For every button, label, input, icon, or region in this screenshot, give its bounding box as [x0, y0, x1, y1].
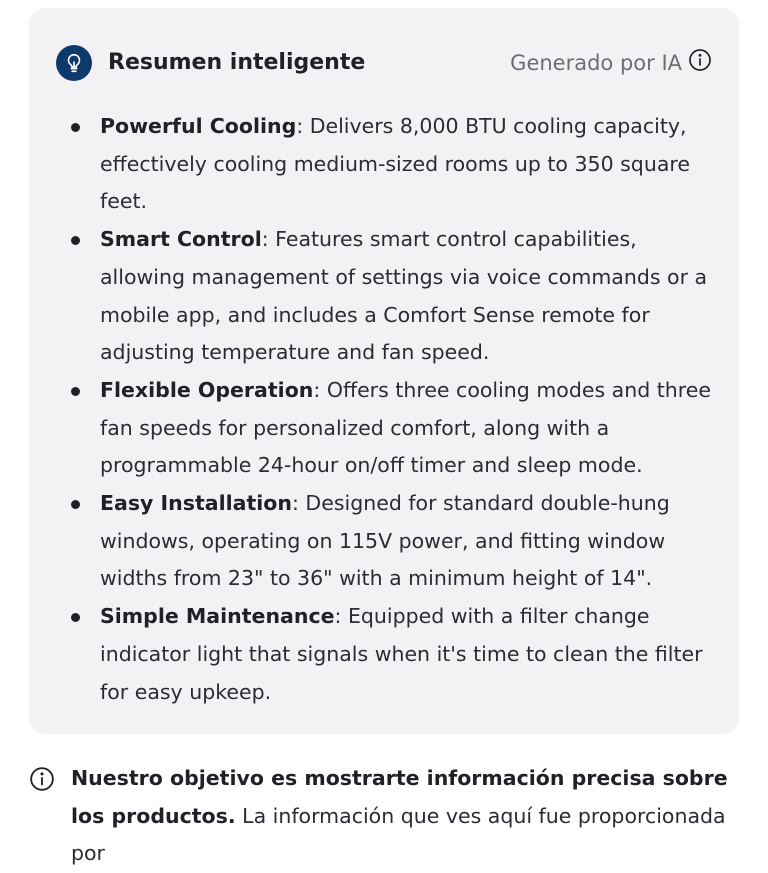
list-item — [29, 598, 739, 711]
summary-title: Resumen inteligente — [108, 50, 366, 75]
lightbulb-icon — [56, 45, 92, 81]
info-icon[interactable] — [29, 766, 55, 792]
bullet-term: Easy Installation — [100, 491, 292, 516]
disclaimer-strong: Nuestro objetivo es mostrarte información precisa sobre los productos. — [71, 766, 728, 828]
bullet-term: Smart Control — [100, 227, 262, 252]
bullet-text: : Delivers 8,000 BTU cooling capacity, effectively cooling medium-sized rooms up to 350 square feet. — [100, 114, 690, 214]
list-item — [29, 485, 739, 598]
bullet-text: : Designed for standard double-hung windows, operating on 115V power, and fitting window widths from 23" to 36" with a minimum height of 14". — [100, 491, 670, 591]
summary-header — [56, 45, 712, 83]
info-icon[interactable] — [688, 48, 712, 72]
bullet-text: : Equipped with a filter change indicator light that signals when it's time to clean the filter for easy upkeep. — [100, 604, 703, 704]
bullet-term: Flexible Operation — [100, 377, 314, 402]
bullet-term: Powerful Cooling — [100, 114, 297, 138]
list-item — [29, 108, 739, 221]
summary-bullet-list — [29, 108, 739, 711]
disclaimer-text — [71, 760, 731, 873]
bullet-term: Simple Maintenance — [100, 604, 335, 629]
disclaimer-body: La información que ves aquí fue proporcionada por — [71, 803, 726, 865]
list-item — [29, 221, 739, 372]
bullet-text: : Features smart control capabilities, allowing management of settings via voice commands or a mobile app, and includes a Comfort Sense remote for adjusting temperature and fan speed. — [100, 227, 708, 365]
smart-summary-card — [29, 8, 739, 734]
ai-generated-label: Generado por IA — [510, 51, 682, 75]
list-item — [29, 372, 739, 485]
bullet-text: : Offers three cooling modes and three fan speeds for personalized comfort, along with a programmable 24-hour on/off timer and sleep mode. — [100, 377, 711, 478]
